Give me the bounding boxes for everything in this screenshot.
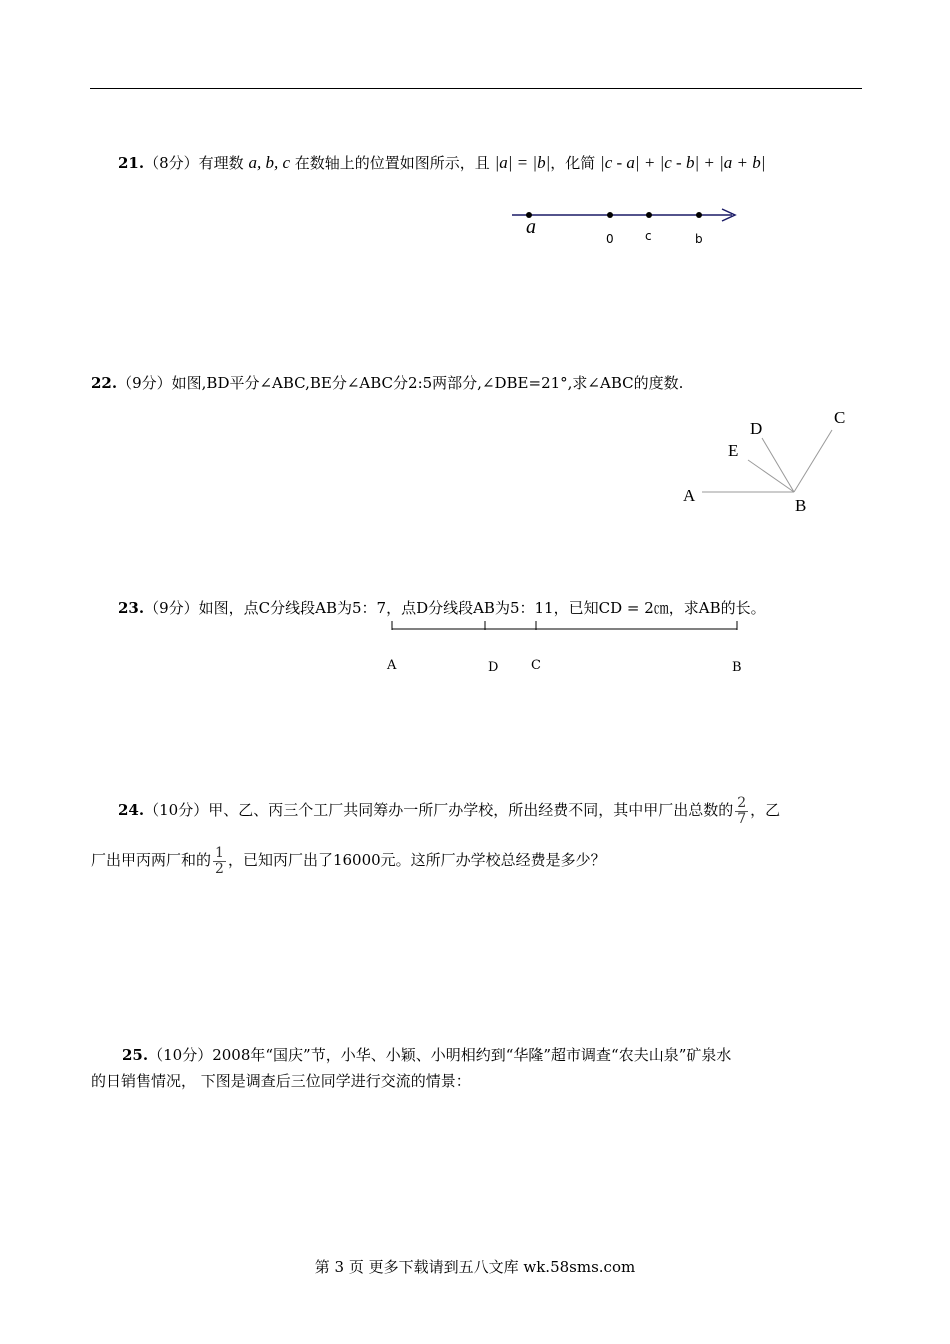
text: ，已知丙厂出了16000元。这所厂办学校总经费是多少？ [227,851,606,870]
point-label-B: B [795,496,807,515]
question-text: （9分）如图，点C分线段AB为5：7，点D分线段AB为5：11，已知CD = 2㎝，求AB的长。 [144,599,766,617]
question-number: 23. [118,599,145,617]
segment-label-A: A [387,658,397,673]
question-22 [91,372,683,393]
point-label-A: A [683,486,696,505]
question-number: 25. [122,1046,149,1064]
variables: a, b, c [248,153,290,172]
question-23 [118,597,766,618]
point-c [646,212,652,218]
numerator: 2 [737,795,747,811]
ray-BC [794,430,832,492]
text: ，乙 [750,801,781,820]
question-24-line-1 [118,796,780,826]
question-number: 21. [118,154,145,172]
axis-label-a: a [526,216,536,238]
fraction-two-sevenths [735,796,748,826]
point-label-D: D [750,419,763,438]
axis-label-b: b [695,232,703,246]
condition-formula: |a| = |b| [494,153,551,172]
segment-label-B: B [732,660,742,675]
fraction-one-half [213,846,226,876]
point-label-C: C [834,408,846,427]
segment-label-D: D [488,660,499,675]
segment-label-C: C [531,658,541,673]
text: ，化简 [550,154,596,172]
point-zero [607,212,613,218]
question-25-line-1 [122,1044,731,1065]
text: 在数轴上的位置如图所示，且 [294,154,490,172]
point-label-E: E [728,441,739,460]
score: （8分） [144,154,199,172]
axis-label-c: c [645,229,652,243]
text: （10分）甲、乙、丙三个工厂共同筹办一所厂办学校，所出经费不同，其中甲厂出总数的 [144,801,734,820]
ray-BE [748,460,794,492]
ray-BD [762,438,794,492]
expression-formula: |c - a| + |c - b| + |a + b| [600,153,766,172]
text: （10分）2008年“国庆”节，小华、小颖、小明相约到“华隆”超市调查“农夫山泉”矿泉水 [148,1046,732,1064]
numerator: 1 [215,845,224,861]
text: 厂出甲丙两厂和的 [91,851,212,870]
text: 有理数 [198,154,244,172]
question-24-line-2 [91,846,606,876]
question-number: 22. [91,374,118,392]
denominator: 2 [215,860,224,877]
question-number: 24. [118,801,145,820]
point-b [696,212,702,218]
axis-label-zero: 0 [606,232,614,246]
question-25-line-2 [91,1070,471,1091]
question-text: （9分）如图,BD平分∠ABC,BE分∠ABC分2:5两部分,∠DBE=21°,求∠ABC的度数. [117,374,684,392]
page-footer: 第 3 页 更多下载请到五八文库 wk.58sms.com [314,1258,636,1276]
text: 的日销售情况， 下图是调查后三位同学进行交流的情景： [91,1072,471,1090]
denominator: 7 [737,810,747,827]
